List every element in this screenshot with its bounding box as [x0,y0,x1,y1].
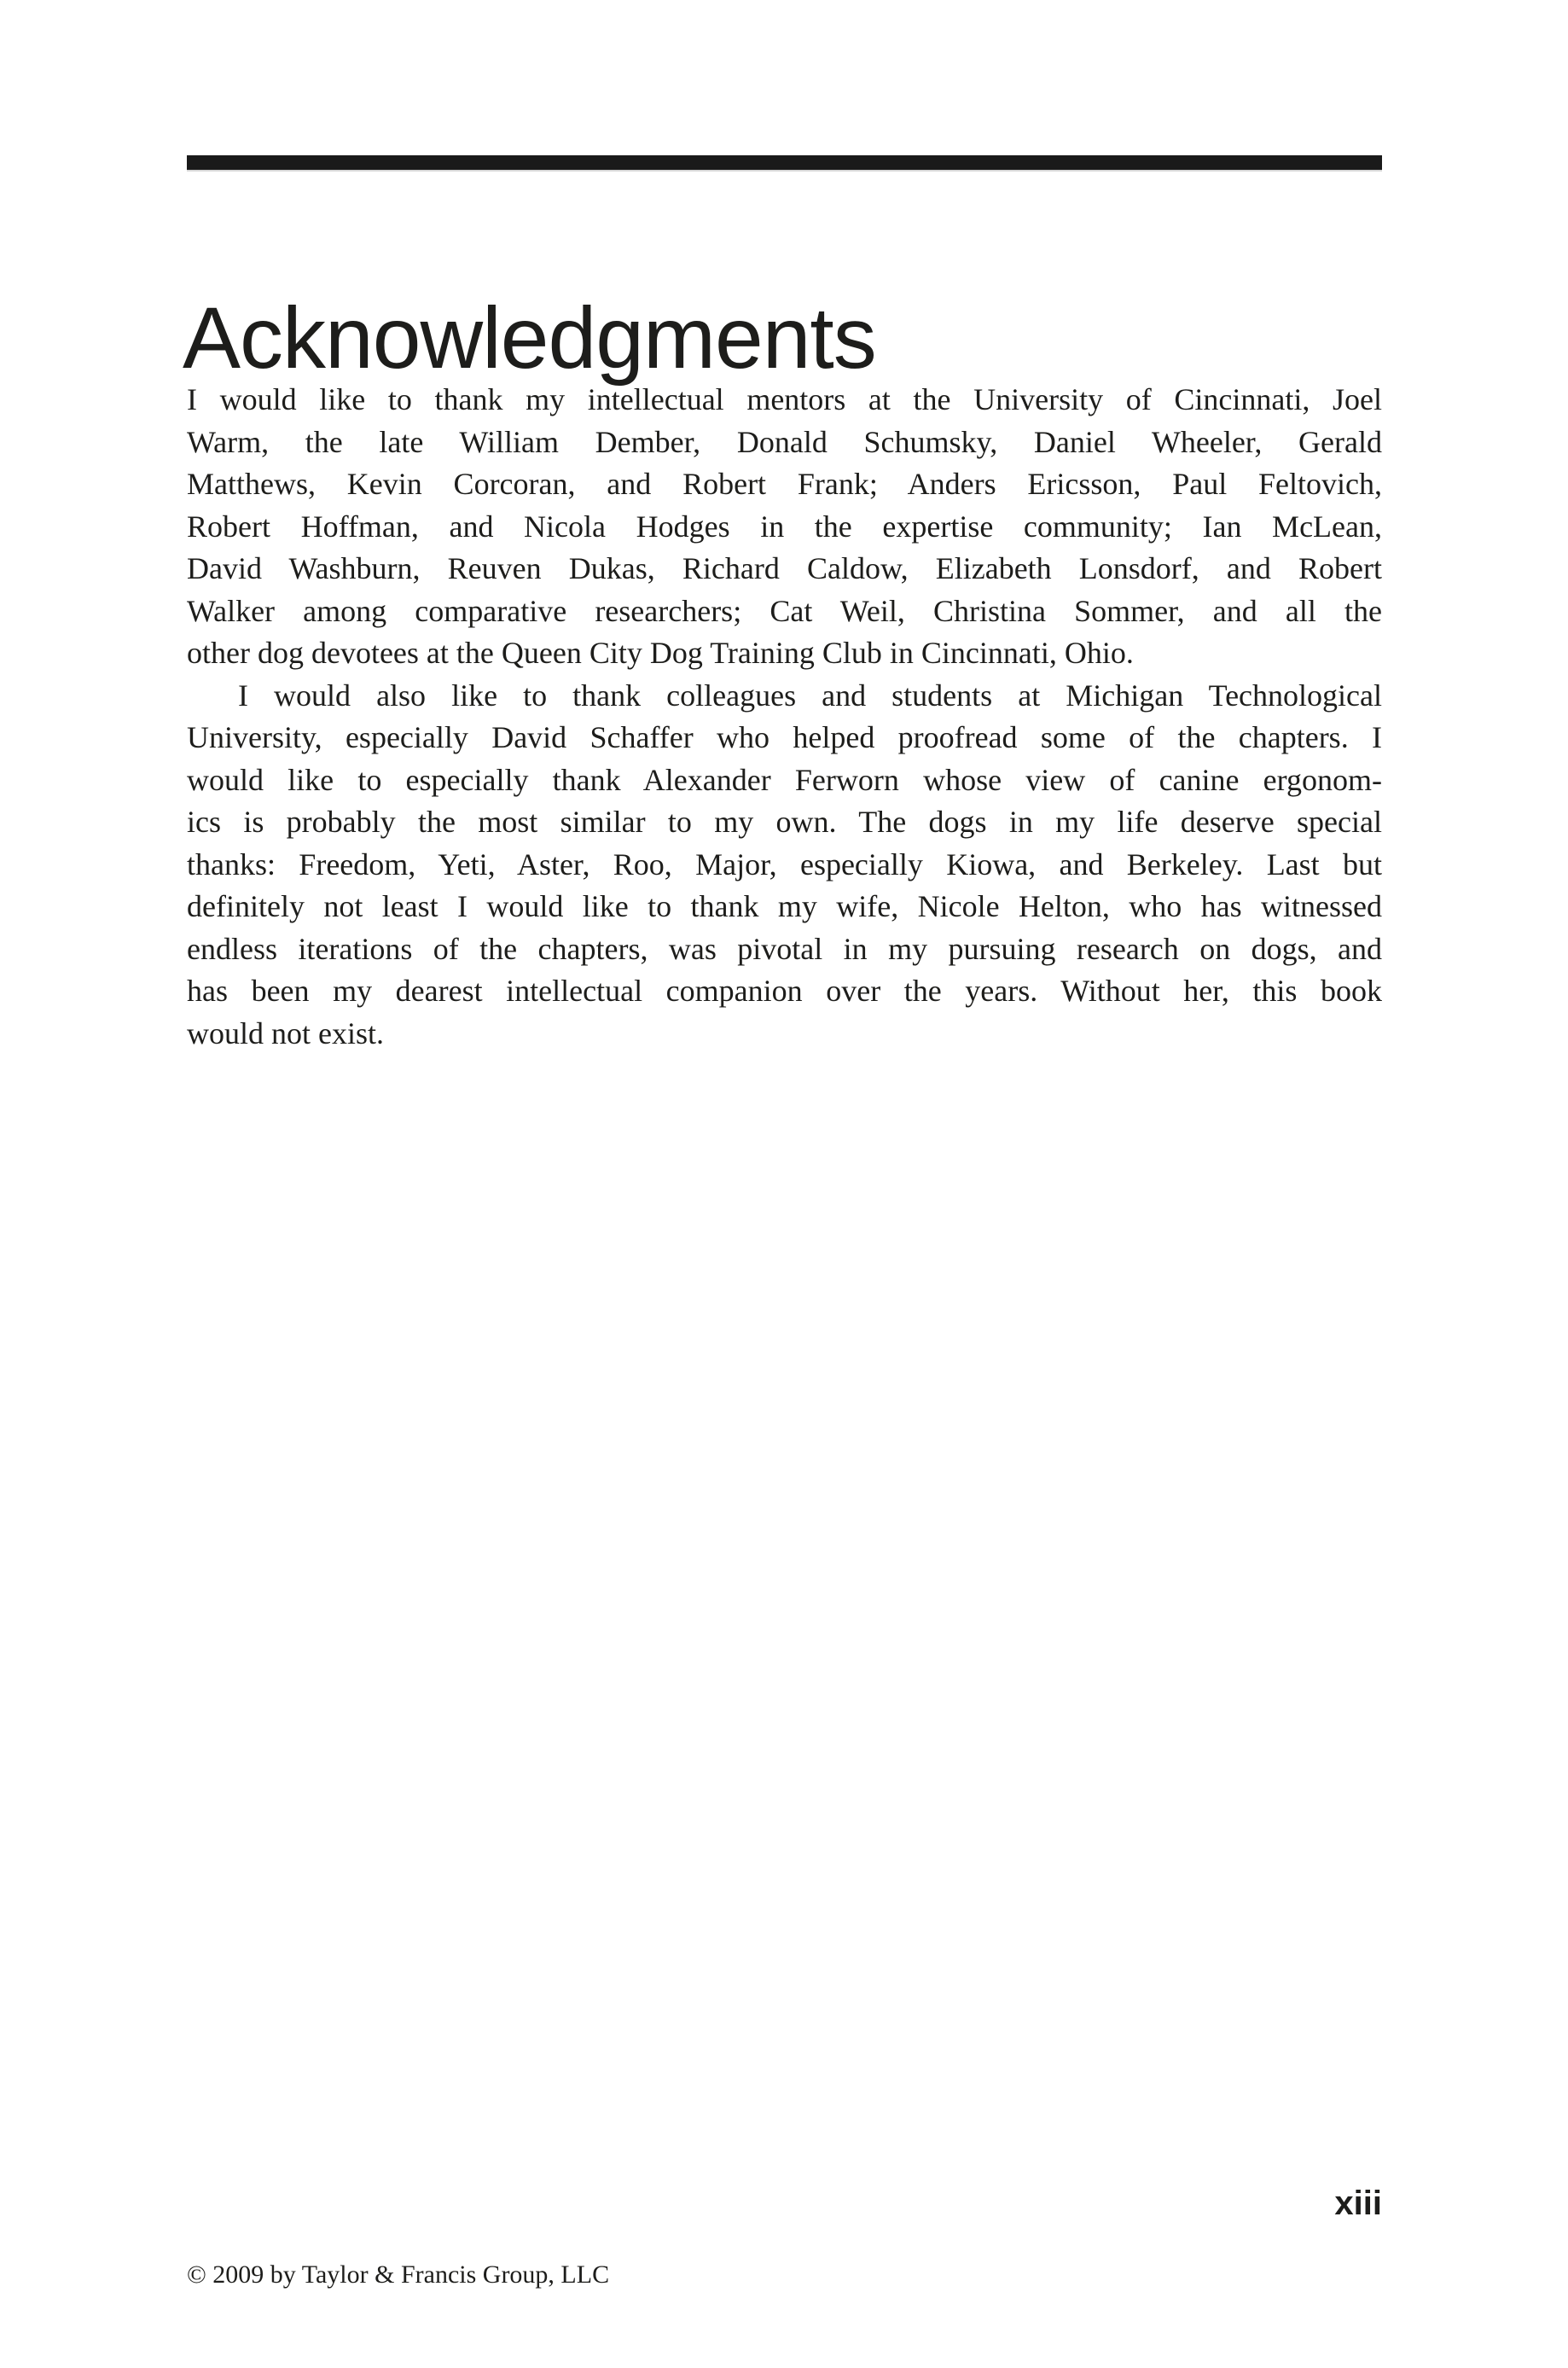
text-line: Walker among comparative researchers; Cat Weil, Christina Sommer, and all the [187,593,1382,628]
text-line: David Washburn, Reuven Dukas, Richard Caldow, Elizabeth Lonsdorf, and Robert [187,551,1382,585]
paragraph [187,379,1382,675]
text-line: would like to especially thank Alexander Ferworn whose view of canine ergonom- [187,762,1382,797]
text-line: I would also like to thank colleagues and students at Michigan Technological [238,678,1382,713]
body-text [187,379,1382,1055]
text-line: ics is probably the most similar to my own. The dogs in my life deserve special [187,805,1382,839]
text-line: endless iterations of the chapters, was pivotal in my pursuing research on dogs, and [187,931,1382,966]
text-line: I would like to thank my intellectual mentors at the University of Cincinnati, Joel [187,382,1382,416]
text-line: Robert Hoffman, and Nicola Hodges in the expertise community; Ian McLean, [187,509,1382,544]
chapter-head-rule [187,155,1382,172]
page-title: Acknowledgments [183,289,876,387]
text-line: Matthews, Kevin Corcoran, and Robert Frank; Anders Ericsson, Paul Feltovich, [187,467,1382,501]
text-line: Warm, the late William Dember, Donald Schumsky, Daniel Wheeler, Gerald [187,424,1382,459]
text-line: other dog devotees at the Queen City Dog Training Club in Cincinnati, Ohio. [187,636,1134,670]
text-line: would not exist. [187,1015,384,1050]
text-line: definitely not least I would like to thank my wife, Nicole Helton, who has witnessed [187,889,1382,923]
page-number: xiii [1334,2185,1382,2222]
paragraph [187,675,1382,1056]
text-line: University, especially David Schaffer who helped proofread some of the chapters. I [187,720,1382,754]
copyright-notice: © 2009 by Taylor & Francis Group, LLC [187,2260,610,2289]
text-line: has been my dearest intellectual companion over the years. Without her, this book [187,974,1382,1008]
text-line: thanks: Freedom, Yeti, Aster, Roo, Major, especially Kiowa, and Berkeley. Last but [187,847,1382,881]
